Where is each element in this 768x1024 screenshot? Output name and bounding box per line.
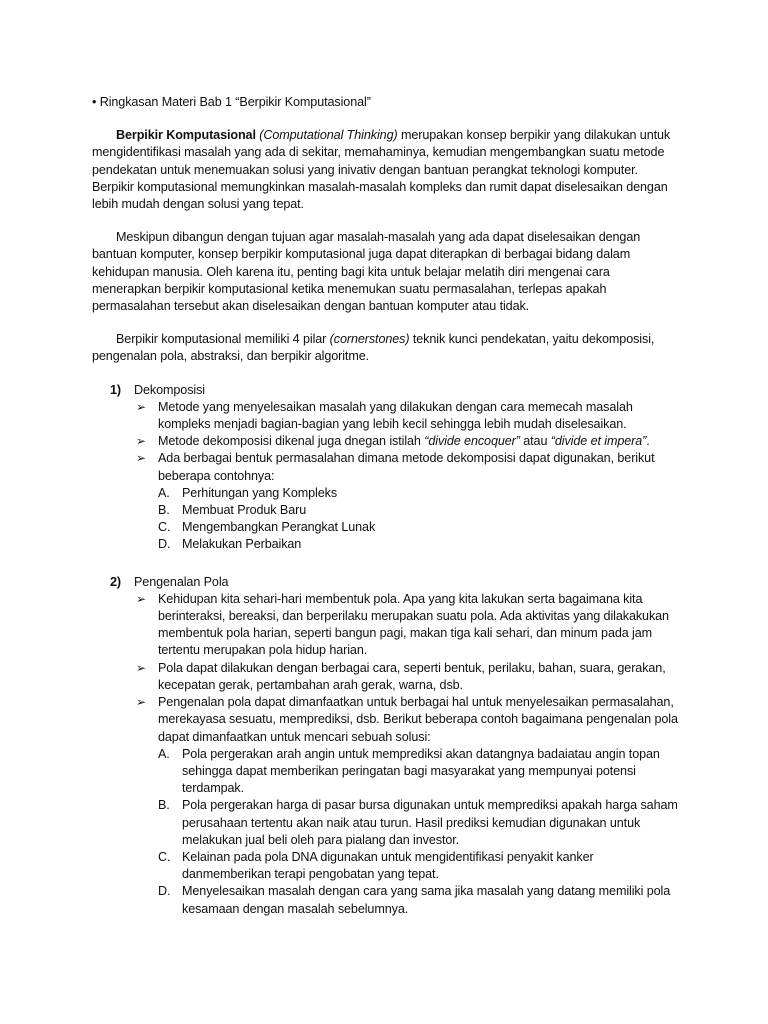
term-bold: Berpikir Komputasional <box>116 128 256 143</box>
arrow-bullet-icon: ➢ <box>136 695 146 710</box>
example-letter: C. <box>158 520 171 535</box>
section-title: Dekomposisi <box>134 382 205 397</box>
example-item <box>158 502 682 519</box>
list-item <box>134 591 682 660</box>
paragraph-pillars <box>92 331 682 365</box>
example-text: Mengembangkan Perangkat Lunak <box>182 520 376 535</box>
section-heading <box>92 382 682 399</box>
example-text: Pola pergerakan harga di pasar bursa digunakan untuk memprediksi apakah harga saham perusahaan tertentu akan naik atau turun. Hasil prediksi kemudian digunakan untuk melakukan jual beli oleh para pialang dan investor. <box>182 798 678 847</box>
example-item <box>158 536 682 553</box>
pillars-term: (cornerstones) <box>329 332 410 347</box>
example-letter: D. <box>158 537 171 552</box>
list-item <box>134 694 682 918</box>
arrow-bullet-icon: ➢ <box>136 434 146 449</box>
example-list <box>158 485 682 554</box>
example-text: Pola pergerakan arah angin untuk memprediksi akan datangnya badaiatau angin topan sehingga dapat memberikan peringatan bagi masyarakat yang mempunyai potensi terdampak. <box>182 746 660 796</box>
paragraph-definition <box>92 127 682 213</box>
bullet-list <box>92 591 682 918</box>
bullet-text: Pola dapat dilakukan dengan berbagai cara, seperti bentuk, perilaku, bahan, suara, gerakan, kecepatan gerak, pertambahan arah gerak, warna, dsb. <box>158 660 666 692</box>
example-item <box>158 746 682 798</box>
pillars-text-start: Berpikir komputasional memiliki 4 pilar <box>116 332 330 347</box>
section-number: 2) <box>110 574 121 589</box>
example-text: Kelainan pada pola DNA digunakan untuk mengidentifikasi penyakit kanker danmemberikan terapi pengobatan yang tepat. <box>182 849 594 882</box>
bullet-list <box>92 399 682 554</box>
section-title: Pengenalan Pola <box>134 574 229 589</box>
example-letter: A. <box>158 746 170 761</box>
list-item <box>134 660 682 694</box>
section-spacer <box>92 554 682 570</box>
example-text: Membuat Produk Baru <box>182 503 307 518</box>
example-letter: C. <box>158 849 171 864</box>
bullet-text: Ada berbagai bentuk permasalahan dimana metode dekomposisi dapat digunakan, berikut beberapa contohnya: <box>158 451 655 483</box>
summary-title: • Ringkasan Materi Bab 1 “Berpikir Komputasional” <box>92 95 371 109</box>
bullet-text: Metode yang menyelesaikan masalah yang dilakukan dengan cara memecah masalah kompleks menjadi bagian-bagian yang lebih kecil sehingga lebih mudah diselesaikan. <box>158 399 633 432</box>
list-item <box>134 399 682 433</box>
bullet-text: atau <box>519 434 551 449</box>
example-text: Perhitungan yang Kompleks <box>182 485 338 500</box>
arrow-bullet-icon: ➢ <box>136 660 146 675</box>
example-list <box>158 746 682 918</box>
example-letter: B. <box>158 798 170 813</box>
bullet-text: Kehidupan kita sehari-hari membentuk pola. Apa yang kita lakukan serta bagaimana kita berinteraksi, bereaksi, dan berperilaku merupakan suatu pola. Ada aktivitas yang dilakakukan membentuk pola harian, seperti bangun pagi, makan tiga kali sehari, dan minum pada jam tertentu merupakan pola hidup harian. <box>158 591 669 658</box>
list-item <box>134 450 682 553</box>
list-item <box>134 433 682 450</box>
pillars-text-end: teknik kunci pendekatan, yaitu dekomposisi, pengenalan pola, abstraksi, dan berpikir algoritme. <box>92 332 655 364</box>
term-english: (Computational Thinking) <box>259 128 398 143</box>
paragraph-application: Meskipun dibangun dengan tujuan agar masalah-masalah yang ada dapat diselesaikan dengan bantuan komputer, konsep berpikir komputasional juga dapat diterapkan di berbagai bidang dalam kehidupan manusia. Oleh karena itu, penting bagi kita untuk belajar melatih diri mengenai cara menerapkan berpikir komputasional ketika menemukan suatu permasalahan, terlepas apakah permasalahan tersebut akan diselesaikan dengan bantuan komputer atau tidak. <box>92 230 641 314</box>
example-item <box>158 883 682 917</box>
arrow-bullet-icon: ➢ <box>136 591 146 606</box>
example-item <box>158 485 682 502</box>
example-letter: A. <box>158 485 170 500</box>
document-body <box>92 94 682 918</box>
definition-text: merupakan konsep berpikir yang dilakukan untuk mengidentifikasi masalah yang ada di sekitar, memahaminya, kemudian mengembangkan suatu metode pendekatan untuk menemuakan solusi yang inivativ dengan bantuan perangkat teknologi komputer. Berpikir komputasional memungkinkan masalah-masalah kompleks dan rumit dapat diselesaikan dengan lebih mudah dengan solusi yang tepat. <box>92 128 671 212</box>
term-italic: “divide encoquer” <box>424 434 520 449</box>
bullet-text: . <box>646 434 650 449</box>
bullet-text: Metode dekomposisi dikenal juga dnegan istilah <box>158 434 425 449</box>
section-heading <box>92 574 682 591</box>
term-italic: “divide et impera” <box>550 434 647 449</box>
example-item <box>158 519 682 536</box>
arrow-bullet-icon: ➢ <box>136 451 146 466</box>
example-letter: B. <box>158 503 170 518</box>
bullet-text: Pengenalan pola dapat dimanfaatkan untuk berbagai hal untuk menyelesaikan permasalahan, merekayasa sesuatu, memprediksi, dsb. Berikut beberapa contoh bagaimana pengenalan pola dapat dimanfaatkan untuk mencari sebuah solusi: <box>158 695 678 744</box>
example-text: Menyelesaikan masalah dengan cara yang sama jika masalah yang datang memiliki pola kesamaan dengan masalah sebelumnya. <box>182 884 671 916</box>
example-letter: D. <box>158 884 171 899</box>
section-dekomposisi <box>92 382 682 554</box>
arrow-bullet-icon: ➢ <box>136 399 146 414</box>
example-text: Melakukan Perbaikan <box>182 537 302 552</box>
section-pengenalan-pola <box>92 574 682 918</box>
section-number: 1) <box>110 382 121 397</box>
example-item <box>158 849 682 883</box>
example-item <box>158 797 682 849</box>
